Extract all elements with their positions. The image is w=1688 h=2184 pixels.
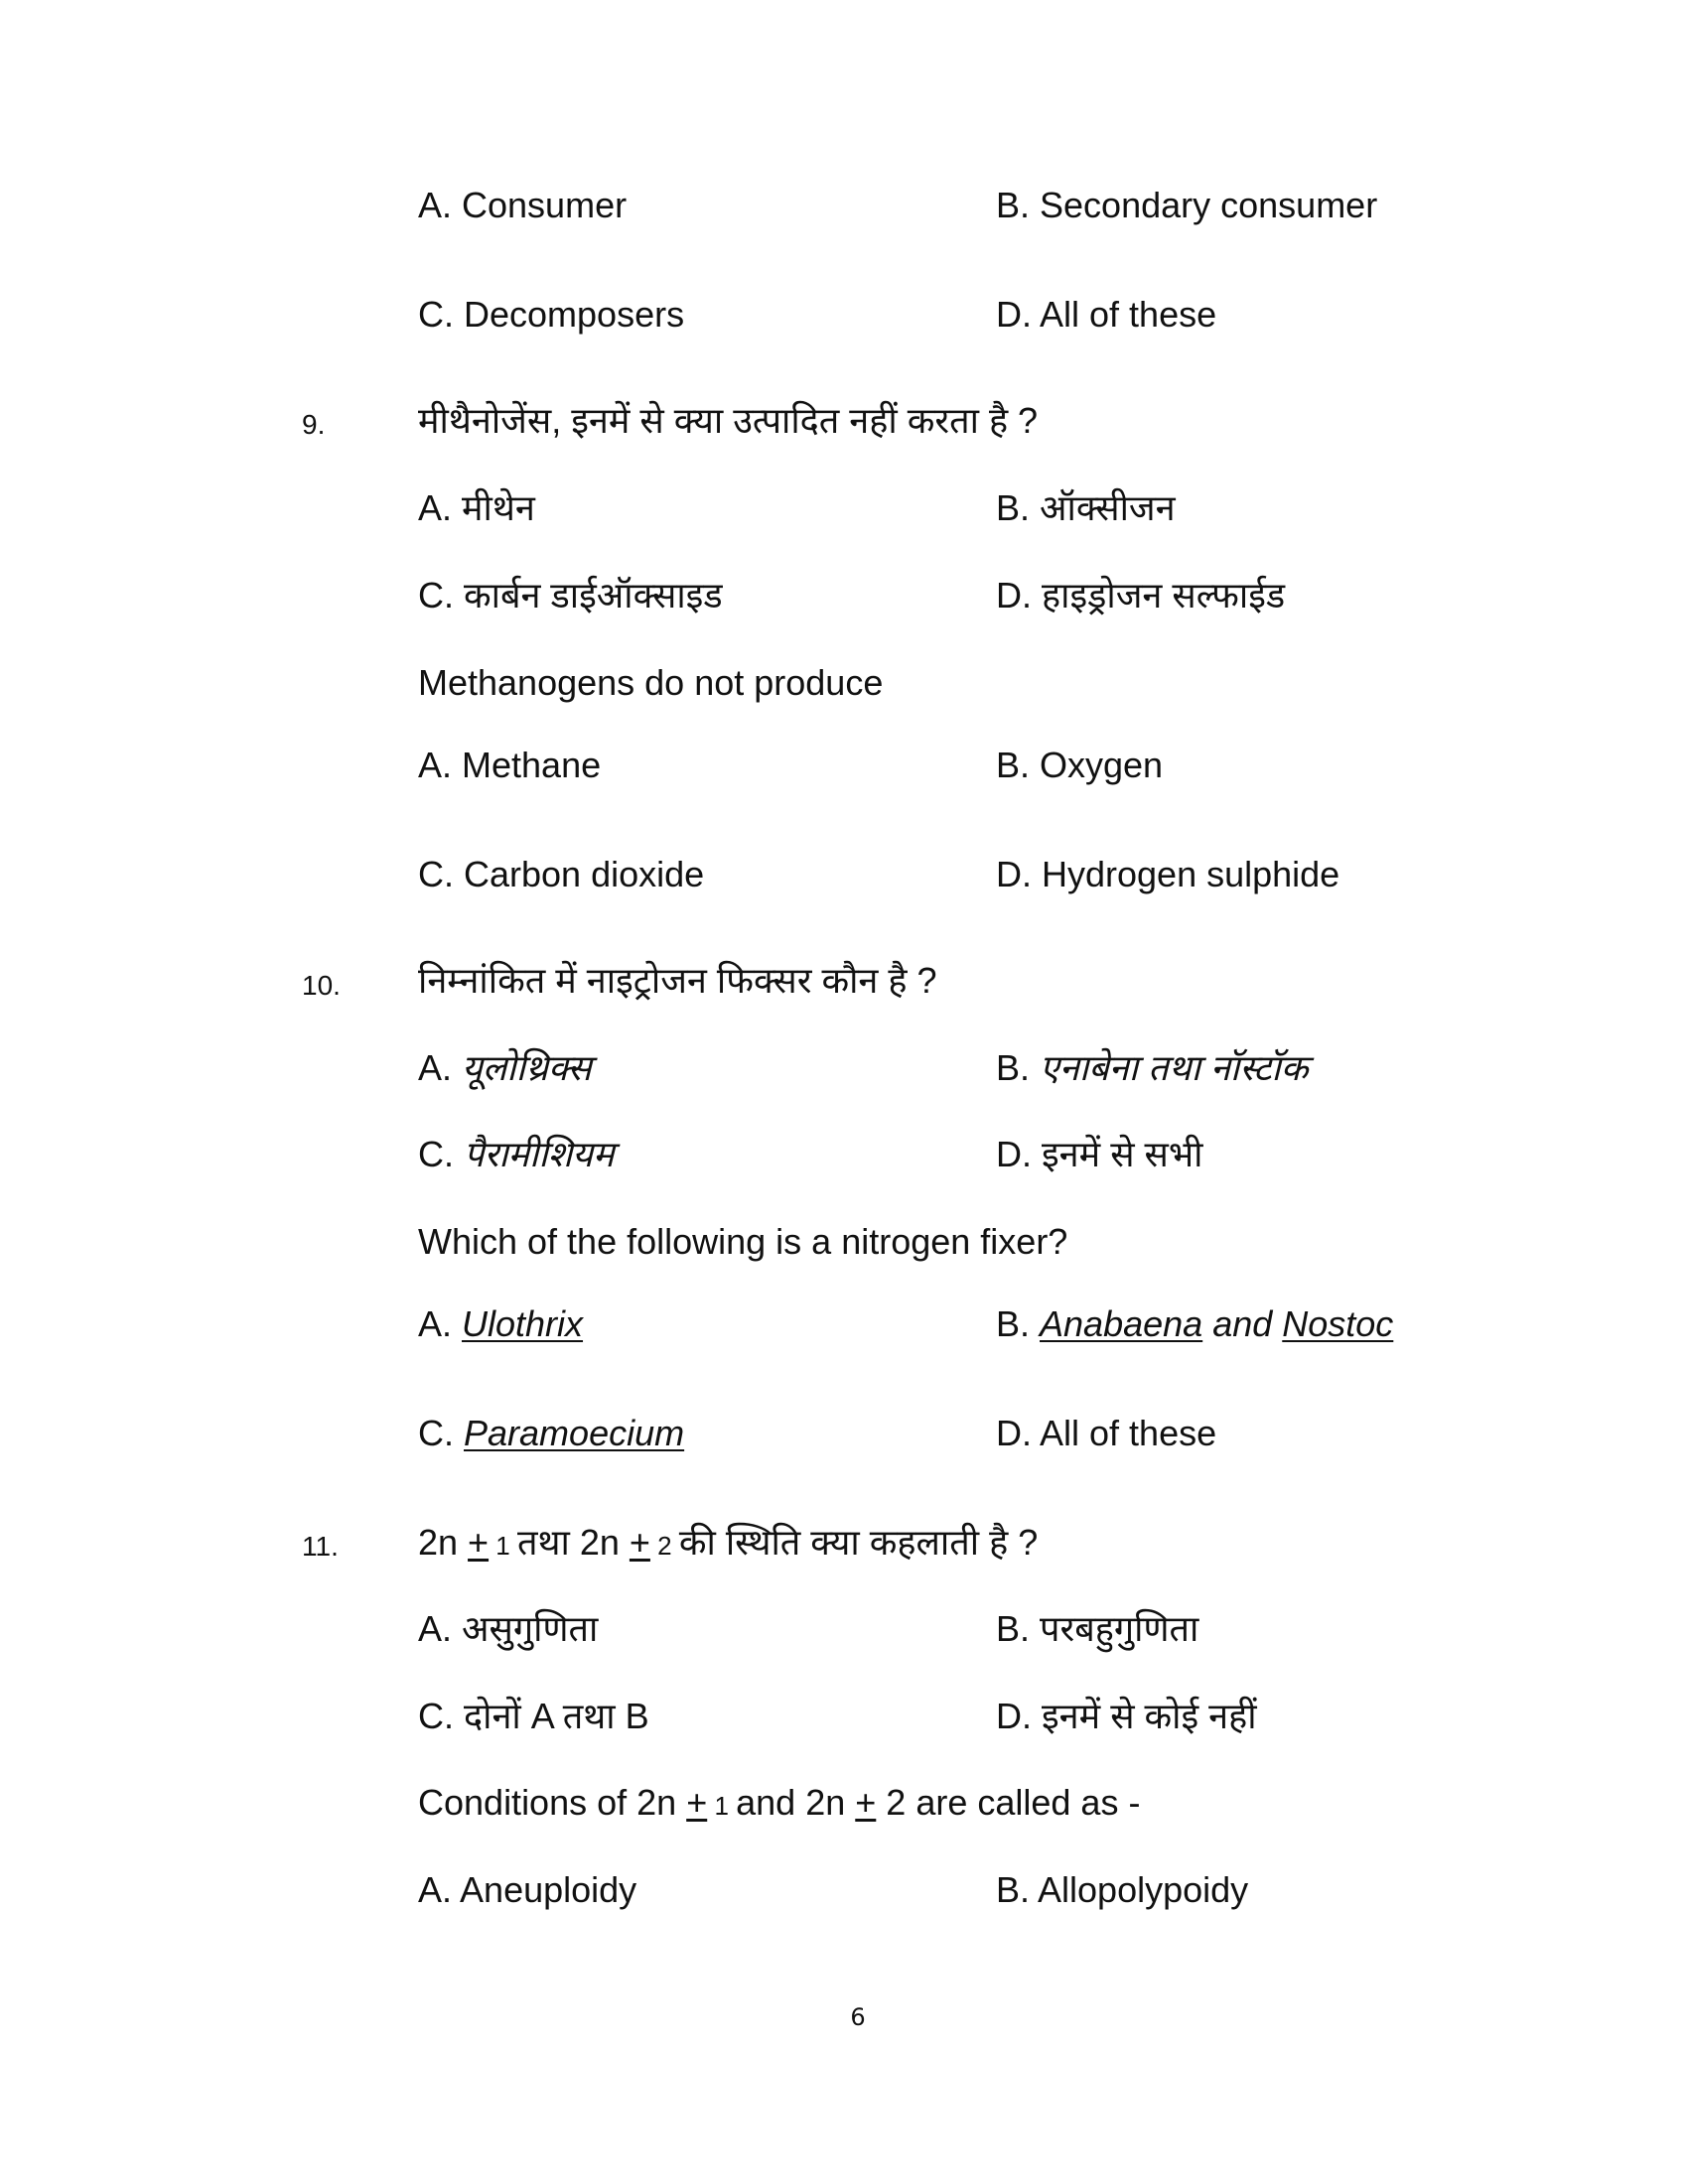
species-name: Paramoecium [464,1413,685,1453]
conjunction: and [1202,1303,1283,1344]
q10-option-a-hindi [418,1046,592,1090]
stem-part: 2 are called as - [876,1782,1141,1823]
q11-number: 11. [302,1531,339,1562]
q10-option-d: D. All of these [996,1413,1217,1453]
q10-option-c [418,1412,684,1455]
q9-option-c-hindi: C. कार्बन डाईऑक्साइड [418,575,723,615]
q9-stem-hindi: मीथैनोजेंस, इनमें से क्या उत्पादित नहीं करता है ? [418,400,1039,441]
stem-part: 2n [418,1522,469,1563]
q9-number: 9. [302,409,326,440]
q10-stem-hindi: निम्नांकित में नाइट्रोजन फिक्सर कौन है ? [418,960,937,1001]
q10-option-b-hindi [996,1046,1308,1090]
plus-minus-symbol: + [468,1522,490,1563]
q9-option-b: B. Oxygen [996,745,1164,785]
stem-part: and 2n [736,1782,856,1823]
q8-option-c: C. Decomposers [418,294,685,335]
plus-minus-symbol: + [629,1522,650,1563]
q10-stem-english: Which of the following is a nitrogen fixer? [418,1221,1068,1262]
stem-part: की स्थिति क्या कहलाती है ? [678,1522,1039,1563]
q8-option-a: A. Consumer [418,185,628,225]
species-name: Nostoc [1282,1303,1394,1344]
option-text: एनाबेना तथा नॉस्टॉक [1040,1047,1309,1088]
option-label: B. [996,1303,1041,1344]
stem-part: तथा 2n [517,1522,630,1563]
q10-option-c-hindi [418,1133,615,1176]
q11-option-b: B. Allopolypoidy [996,1869,1249,1910]
q11-option-a-hindi: A. असुगुणिता [418,1608,599,1649]
q9-option-a-hindi: A. मीथेन [418,487,535,528]
q11-option-a: A. Aneuploidy [418,1869,637,1910]
q9-option-b-hindi: B. ऑक्सीजन [996,487,1176,528]
q11-option-c-hindi: C. दोनों A तथा B [418,1696,649,1736]
option-text: पैरामीशियम [464,1134,615,1174]
q10-option-b [996,1302,1393,1346]
q10-option-d-hindi: D. इनमें से सभी [996,1134,1203,1174]
q11-option-d-hindi: D. इनमें से कोई नहीं [996,1696,1257,1736]
q9-option-c: C. Carbon dioxide [418,854,705,894]
plus-minus-symbol: + [855,1782,877,1823]
page-number: 6 [850,2003,866,2031]
stem-part: 1 [707,1791,737,1821]
q11-stem-hindi [418,1521,1038,1568]
option-label: B. [996,1047,1041,1088]
option-label: A. [418,1303,463,1344]
q9-stem-english: Methanogens do not produce [418,662,884,703]
q8-option-b: B. Secondary consumer [996,185,1378,225]
plus-minus-symbol: + [686,1782,708,1823]
q11-option-b-hindi: B. परबहुगुणिता [996,1608,1199,1649]
option-label: A. [418,1047,463,1088]
q11-stem-english [418,1781,1140,1828]
stem-part: 2 [649,1531,679,1561]
species-name: Anabaena [1040,1303,1203,1344]
q9-option-a: A. Methane [418,745,602,785]
species-name: Ulothrix [462,1303,584,1344]
q8-option-d: D. All of these [996,294,1217,335]
q10-option-a [418,1302,583,1346]
option-label: C. [418,1413,465,1453]
option-text: यूलोथ्रिक्स [462,1047,592,1088]
q9-option-d: D. Hydrogen sulphide [996,854,1340,894]
q9-option-d-hindi: D. हाइड्रोजन सल्फाईड [996,575,1286,615]
q10-number: 10. [302,970,341,1001]
stem-part: Conditions of 2n [418,1782,687,1823]
option-label: C. [418,1134,465,1174]
stem-part: 1 [489,1531,517,1561]
